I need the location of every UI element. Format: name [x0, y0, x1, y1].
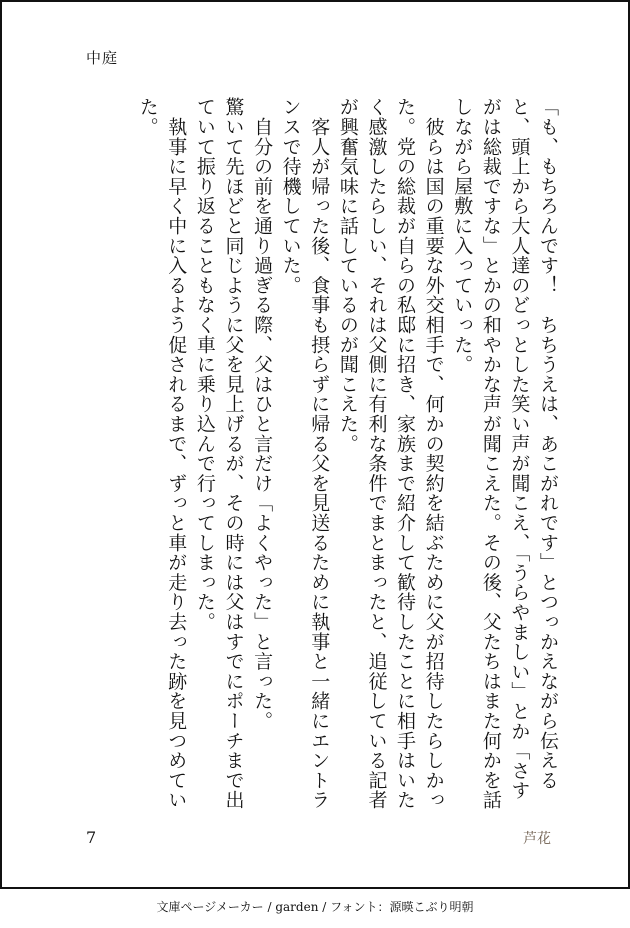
paragraph: 驚いて先ほどと同じように父を見上げるが、その時には父はすでにポーチまで出ていて振り返ることもなく車に乗り込んで行ってしまった。: [193, 97, 245, 810]
chapter-title: 中庭: [86, 49, 119, 67]
generator-credit: 文庫ページメーカー / garden / フォント：源暎こぶり明朝: [156, 900, 474, 914]
author-name: 芦花: [523, 831, 551, 847]
vertical-body-text: [72, 97, 562, 812]
paragraph: 「も、もちろんです！ ちちうえは、あこがれです」とつっかえながら伝えると、頭上から大人達のどっとした笑い声が聞こえ、「うらやましい」とか「さすがは総裁ですな」とかの和やかな声が聞こえた。その後、父たちはまた何かを話しながら屋敷に入っていった。: [451, 97, 559, 810]
paragraph: 客人が帰った後、食事も摂らずに帰る父を見送るために執事と一緒にエントランスで待機していた。: [279, 97, 331, 810]
paragraph: 執事に早く中に入るよう促されるまで、ずっと車が走り去った跡を見つめていた。: [136, 97, 188, 810]
paragraph: 彼らは国の重要な外交相手で、何かの契約を結ぶために父が招待したらしかった。党の総裁が自らの私邸に招き、家族まで紹介して歓待したことに相手はいたく感激したらしい、それは父側に有利な条件でまとまったと、追従している記者が興奮気味に話しているのが聞こえた。: [336, 97, 445, 810]
paragraph: 自分の前を通り過ぎる際、父はひと言だけ「よくやった」と言った。: [251, 97, 274, 731]
page-number: 7: [86, 828, 97, 847]
